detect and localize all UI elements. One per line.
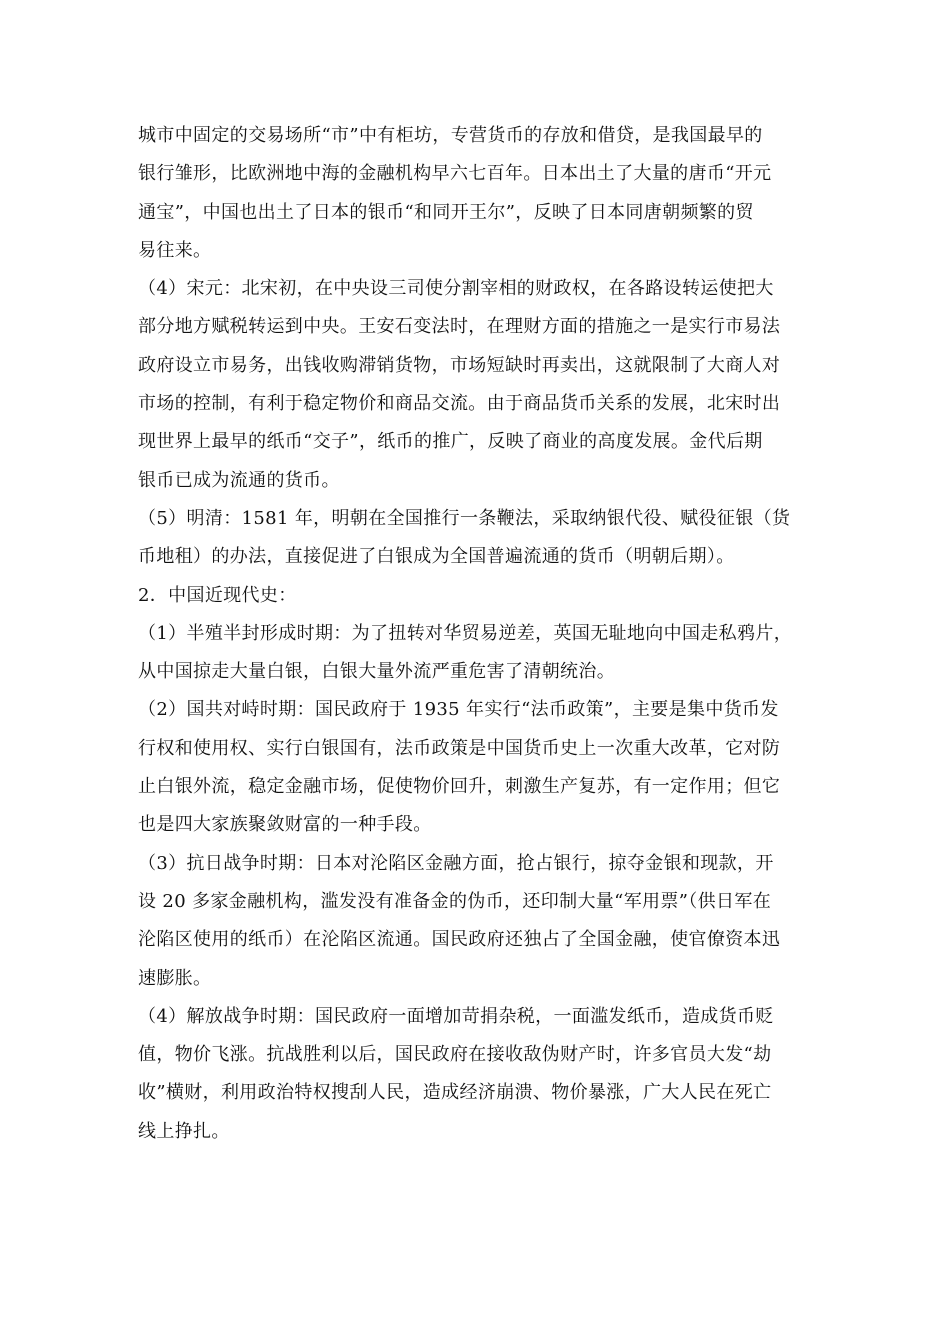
paragraph-ming-qing: （5）明清：1581 年，明朝在全国推行一条鞭法，采取纳银代役、赋役征银（货 币地租）的办法，直接促进了白银成为全国普遍流通的货币（明朝后期）。 <box>138 507 791 568</box>
paragraph-tang-market: 城市中固定的交易场所“市”中有柜坊，专营货币的存放和借贷，是我国最早的 银行雏形，比欧洲地中海的金融机构早六七百年。日本出土了大量的唐币“开元 通宝”，中国也出土了日本的银币“和同开王尔”，反映了日本同唐朝频繁的贸 易往来。 <box>138 125 772 261</box>
paragraph-anti-japanese-war: （3）抗日战争时期：日本对沦陷区金融方面，抢占银行，掠夺金银和现款，开 设 20 多家金融机构，滥发没有准备金的伪币，还印制大量“军用票”（供日军在 沦陷区使用的纸币）在沦陷区流通。国民政府还独占了全国金融，使官僚资本迅 速膨胀。 <box>138 852 781 989</box>
paragraph-kmt-cpc: （2）国共对峙时期：国民政府于 1935 年实行“法币政策”，主要是集中货币发 行权和使用权、实行白银国有，法币政策是中国货币史上一次重大改革，它对防 止白银外流，稳定金融市场，促使物价回升，刺激生产复苏，有一定作用；但它 也是四大家族聚敛财富的一种手段。 <box>138 699 781 836</box>
document-body <box>138 117 818 1151</box>
section-heading-modern-history: 2．中国近现代史： <box>138 584 297 606</box>
paragraph-song-yuan: （4）宋元：北宋初，在中央设三司使分割宰相的财政权，在各路设转运使把大 部分地方赋税转运到中央。王安石变法时，在理财方面的措施之一是实行市易法 政府设立市易务，出钱收购滞销货物，市场短缺时再卖出，这就限制了大商人对 市场的控制，有利于稳定物价和商品交流。由于商品货币关系的发展，北宋时出 现世界上最早的纸币“交子”，纸币的推广，反映了商业的高度发展。金代后期 银币已成为流通的货币。 <box>138 278 781 491</box>
paragraph-semi-colonial: （1）半殖半封形成时期：为了扭转对华贸易逆差，英国无耻地向中国走私鸦片， 从中国掠走大量白银，白银大量外流严重危害了清朝统治。 <box>138 622 793 683</box>
paragraph-liberation-war: （4）解放战争时期：国民政府一面增加苛捐杂税，一面滥发纸币，造成货币贬 值，物价飞涨。抗战胜利以后，国民政府在接收敌伪财产时，许多官员大发“劫 收”横财，利用政治特权搜刮人民，造成经济崩溃、物价暴涨，广大人民在死亡 线上挣扎。 <box>138 1005 774 1142</box>
